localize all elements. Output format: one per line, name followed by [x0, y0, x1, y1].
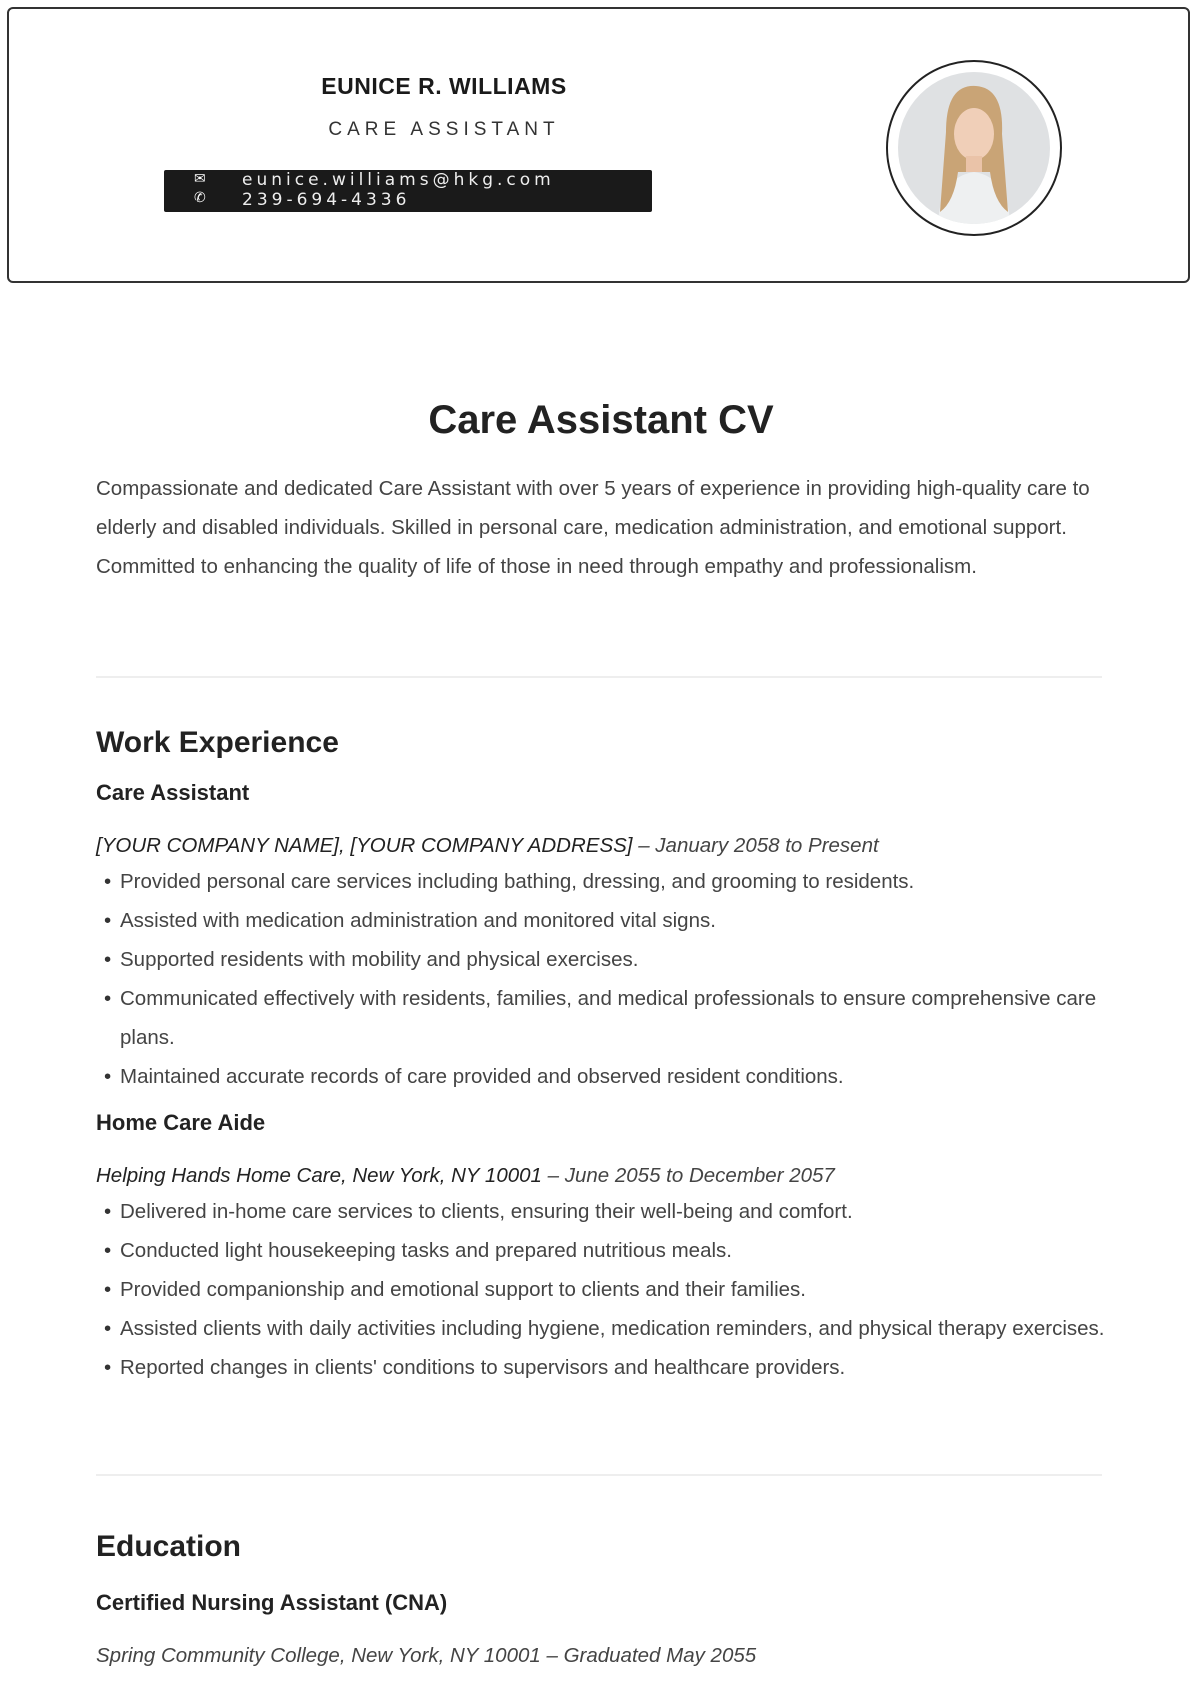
job-title: Care Assistant [96, 780, 250, 805]
phone: 239-694-4336 [242, 190, 411, 210]
list-item: • Conducted light housekeeping tasks and prepared nutritious meals. [96, 1231, 1106, 1270]
job-meta: Helping Hands Home Care, New York, NY 10001 – June 2055 to December 2057 [96, 1164, 835, 1187]
list-item: • Supported residents with mobility and physical exercises. [96, 940, 1106, 979]
phone-icon: ✆ [194, 190, 206, 206]
education-details: Spring Community College, New York, NY 10001 – Graduated May 2055 [96, 1644, 757, 1667]
list-item: • Assisted with medication administration and monitored vital signs. [96, 901, 1106, 940]
job-2 [96, 1110, 1106, 1387]
email-icon: ✉ [194, 171, 206, 187]
contact-bar [164, 170, 652, 212]
degree: Certified Nursing Assistant (CNA) [96, 1590, 448, 1615]
list-item: • Reported changes in clients' conditions to supervisors and healthcare providers. [96, 1348, 1106, 1387]
summary: Compassionate and dedicated Care Assistant with over 5 years of experience in providing high-quality care to elderly and disabled individuals. Skilled in personal care, medication administration, and emotional support. Committed to enhancing the quality of life of those in need through empathy and professionalism. [96, 477, 1090, 578]
portrait-image [898, 72, 1050, 224]
work-heading: Work Experience [96, 726, 339, 759]
page-title: Care Assistant CV [428, 398, 774, 442]
list-item: • Provided personal care services including bathing, dressing, and grooming to residents. [96, 862, 1106, 901]
job-meta: [YOUR COMPANY NAME], [YOUR COMPANY ADDRESS] – January 2058 to Present [96, 834, 879, 857]
list-item: • Assisted clients with daily activities including hygiene, medication reminders, and physical therapy exercises. [96, 1309, 1106, 1348]
job-title: Home Care Aide [96, 1110, 266, 1135]
job-1 [96, 780, 1106, 1096]
education-heading: Education [96, 1530, 242, 1563]
job-bullets [96, 862, 1106, 1096]
candidate-name: EUNICE R. WILLIAMS [321, 73, 567, 99]
divider [96, 1474, 1102, 1476]
email: eunice.williams@hkg.com [242, 170, 555, 190]
list-item: • Delivered in-home care services to clients, ensuring their well-being and comfort. [96, 1192, 1106, 1231]
profile-photo [886, 60, 1062, 236]
list-item: • Maintained accurate records of care provided and observed resident conditions. [96, 1057, 1106, 1096]
divider [96, 676, 1102, 678]
education-entry [96, 1590, 1106, 1668]
list-item: • Communicated effectively with residents, families, and medical professionals to ensure comprehensive care plans. [96, 979, 1106, 1057]
candidate-role: CARE ASSISTANT [328, 119, 560, 140]
cv-header [7, 7, 1190, 283]
list-item: • Provided companionship and emotional support to clients and their families. [96, 1270, 1106, 1309]
job-bullets [96, 1192, 1106, 1387]
